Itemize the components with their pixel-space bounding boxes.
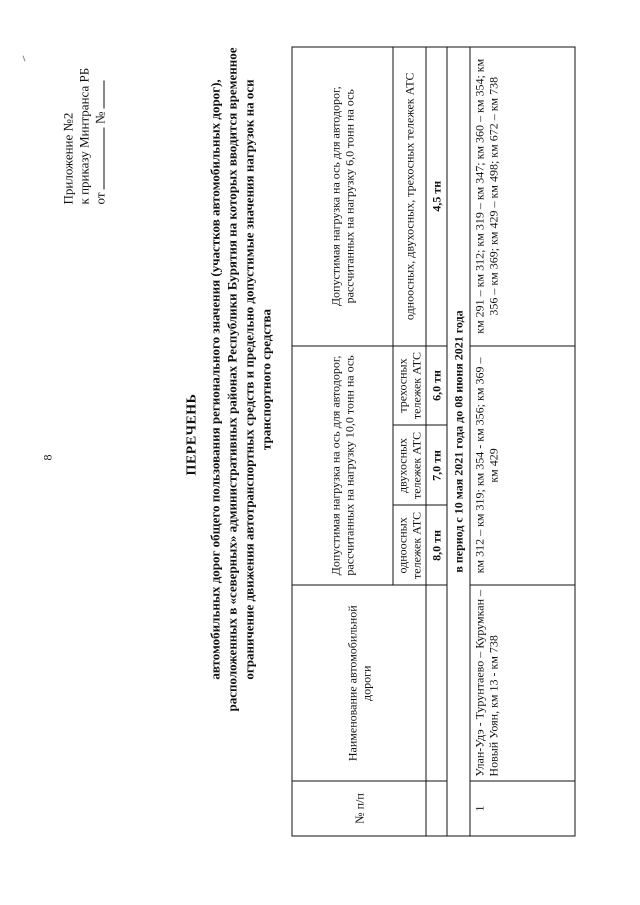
header-row-1 [292, 47, 393, 836]
values-row [426, 47, 447, 836]
header-double-axle: двухосных тележек АТС [393, 425, 426, 505]
header-single-axle: одноосных тележек АТС [393, 505, 426, 585]
value-single-axle: 8,0 тн [426, 505, 447, 585]
values-empty-num [426, 781, 447, 836]
table-row [470, 47, 575, 836]
number-blank [94, 80, 105, 108]
page-number: 8 [40, 454, 55, 461]
value-combined-axle: 4,5 тн [426, 47, 447, 346]
document-heading: ПЕРЕЧЕНЬ [184, 393, 200, 476]
header-group-6t: Допустимая нагрузка на ось для автодорог, рассчитанных на нагрузку 6,0 тонн на ось [292, 47, 393, 346]
roads-table [292, 47, 576, 837]
appendix-line3 [93, 68, 109, 205]
appendix-line1: Приложение №2 [60, 112, 76, 205]
appendix-from-label: от [92, 192, 108, 205]
header-combined-axle: одноосных, двухосных, трехосных тележек АТС [393, 47, 426, 346]
rotated-page [1, 0, 640, 905]
header-num: № п/п [292, 781, 426, 836]
row-sections-10t: км 312 – км 319; км 354 - км 356; км 369 – км 429 [470, 346, 575, 586]
date-blank [94, 127, 105, 189]
appendix-line2: к приказу Минтранса РБ [76, 67, 92, 205]
appendix-number-label: № [92, 111, 108, 124]
row-sections-6t: км 291 – км 312; км 319 – км 347; км 360 – км 354; км 356 – км 369; км 429 – км 498; км 672 – км 738 [470, 47, 575, 346]
period-label: в период с 10 мая 2021 года до 08 июня 2021 года [447, 47, 470, 836]
value-triple-axle: 6,0 тн [426, 346, 447, 426]
header-group-10t: Допустимая нагрузка на ось для автодорог, рассчитанных на нагрузку 10,0 тонн на ось [292, 346, 393, 586]
header-triple-axle: трехосных тележек АТС [393, 346, 426, 426]
row-road-name: Улан-Удэ - Турунтаево – Курумкан – Новый Уоян, км 13 - км 738 [470, 585, 575, 781]
row-num: 1 [470, 781, 575, 836]
header-road: Наименование автомобильной дороги [292, 585, 426, 781]
document-subtitle: автомобильных дорог общего пользования регионального значения (участков автомобильных дорог), расположенных в «северных» административных районах Республики Бурятия на которых вводится временное ограничение движения автотранспортных средств и предельно допустимые значения нагрузок на оси транспортного средства [207, 47, 274, 712]
value-double-axle: 7,0 тн [426, 425, 447, 505]
period-row [447, 47, 470, 836]
values-empty-road [426, 585, 447, 781]
appendix-block [61, 68, 109, 205]
scan-mark [23, 56, 26, 62]
